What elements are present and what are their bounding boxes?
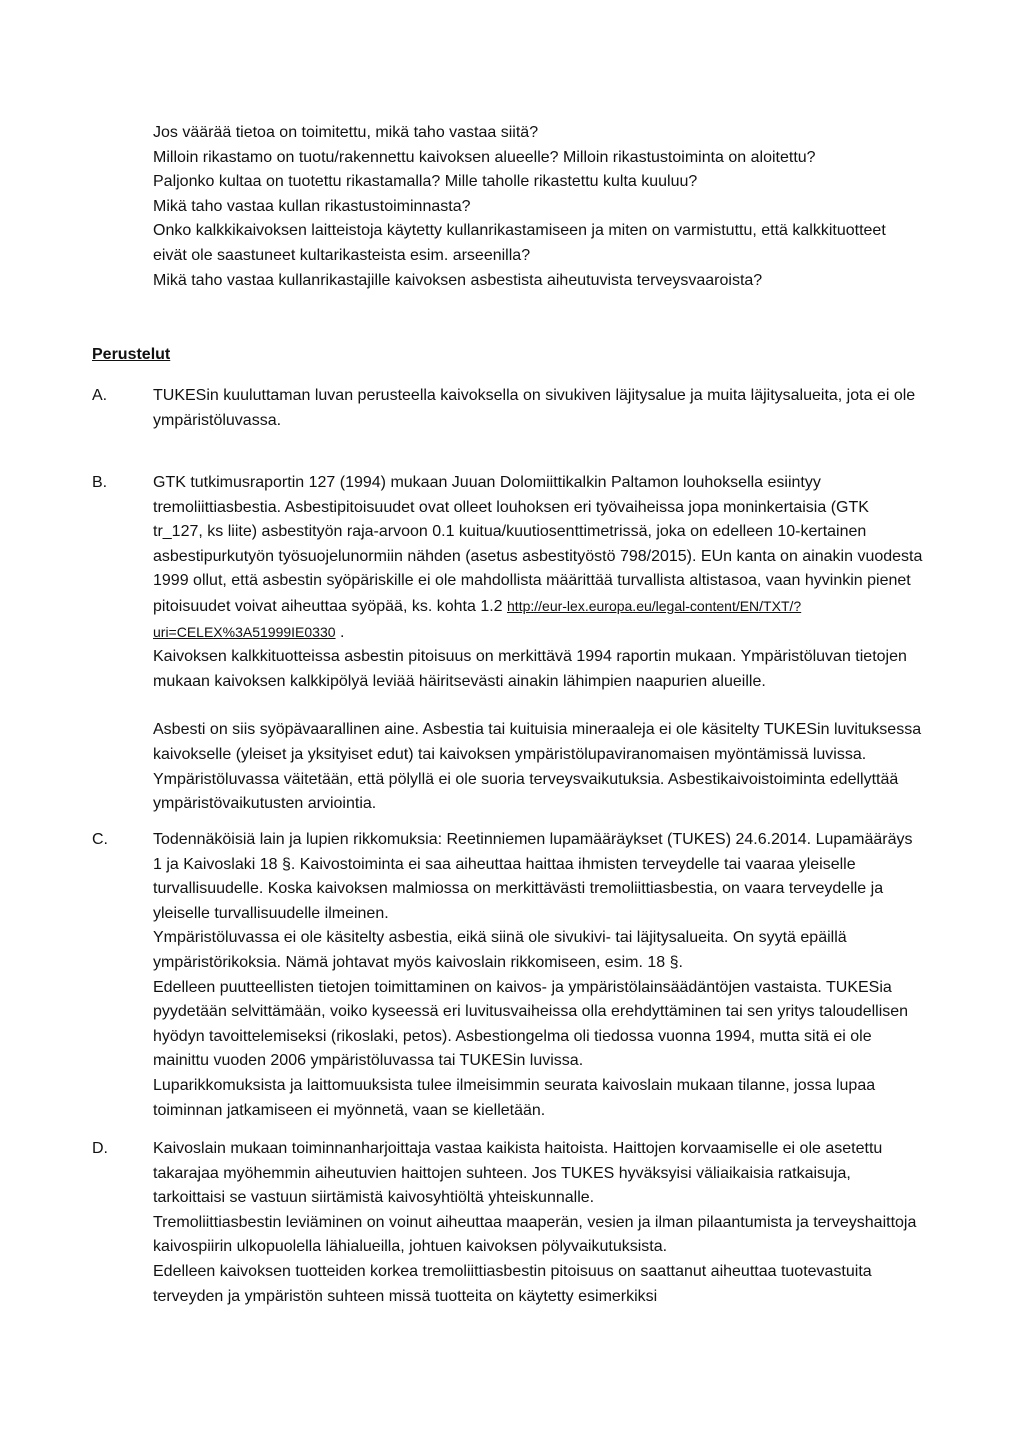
intro-questions: [153, 121, 923, 293]
paragraph: Kaivoksen kalkkituotteissa asbestin pitoisuus on merkittävä 1994 raportin mukaan. Ympäristöluvan tietojen mukaan kaivoksen kalkkipölyä leviää häiritsevästi ainakin lähimpien naapurien alueille.: [153, 648, 907, 690]
section-body: [153, 471, 923, 817]
paragraph-text: GTK tutkimusraportin 127 (1994) mukaan Juuan Dolomiittikalkin Paltamon louhoksella esiintyy tremoliittiasbestia. Asbestipitoisuudet ovat olleet louhoksen eri työvaiheissa jopa moninkertaisia (GTK tr_127, ks liite) asbestityön raja-arvoon 0.1 kuitua/kuutiosenttimetrissä, joka on edelleen 10-kertainen asbestipurkutyön työsuojelunormiin nähden (asetus asbestityöstö 798/2015). EUn kanta on ainakin vuodesta 1999 ollut, että asbestin syöpäriskille ei ole mahdollista määrittää turvallista altistasoa, vaan hyvinkin pienet pitoisuudet voivat aiheuttaa syöpää, ks. kohta 1.2: [153, 474, 923, 615]
question-line: Onko kalkkikaivoksen laitteistoja käytetty kullanrikastamiseen ja miten on varmistuttu, että kalkkituotteet eivät ole saastuneet kultarikasteista esim. arseenilla?: [153, 222, 886, 264]
section-heading: Perustelut: [92, 346, 171, 363]
paragraph: Luparikkomuksista ja laittomuuksista tulee ilmeisimmin seurata kaivoslain mukaan tilanne, jossa lupaa toiminnan jatkamiseen ei myönnetä, vaan se kielletään.: [153, 1076, 876, 1119]
paragraph: Edelleen kaivoksen tuotteiden korkea tremoliittiasbestin pitoisuus on saattanut aiheuttaa tuotevastuita terveyden ja ympäristön suhteen missä tuotteita on käytetty esimerkiksi: [153, 1262, 872, 1305]
section-letter: B.: [92, 474, 108, 491]
paragraph: Todennäköisiä lain ja lupien rikkomuksia: Reetinniemen lupamääräykset (TUKES) 24.6.2014. Lupamääräys 1 ja Kaivoslaki 18 §. Kaivostoiminta ei saa aiheuttaa haittaa ihmisten terveydelle tai vaaraa yleiselle turvallisuudelle. Koska kaivoksen malmiossa on merkittävästi tremoliittiasbestia, on vaara terveydelle ja yleiselle turvallisuudelle ilmeinen.: [153, 831, 913, 922]
section-letter: A.: [92, 387, 108, 404]
section-body: [153, 384, 923, 433]
section-letter: D.: [92, 1140, 108, 1157]
paragraph: Kaivoslain mukaan toiminnanharjoittaja vastaa kaikista haitoista. Haittojen korvaamiselle ei ole asetettu takarajaa myöhemmin aiheutuvien haittojen suhteen. Jos TUKES hyväksyisi väliaikaisia ratkaisuja, tarkoittaisi se vastuun siirtämistä kaivosyhtiöltä yhteiskunnalle.: [153, 1140, 883, 1207]
paragraph: TUKESin kuuluttaman luvan perusteella kaivoksella on sivukiven läjitysalue ja muita läjitysalueita, jota ei ole ympäristöluvassa.: [153, 387, 916, 429]
section-body: [153, 1137, 923, 1309]
paragraph: Ympäristöluvassa ei ole käsitelty asbestia, eikä siinä ole sivukivi- tai läjitysalueita. On syytä epäillä ympäristörikoksia. Nämä johtavat myös kaivoslain rikkomiseen, esim. 18 §.: [153, 929, 847, 971]
question-line: Milloin rikastamo on tuotu/rakennettu kaivoksen alueelle? Milloin rikastustoiminta on aloitettu?: [153, 148, 816, 166]
question-line: Mikä taho vastaa kullanrikastajille kaivoksen asbestista aiheutuvista terveysvaaroista?: [153, 271, 763, 289]
link-suffix: .: [335, 623, 345, 641]
eur-lex-link[interactable]: http://eur-lex.europa.eu/legal-content/EN/TXT/?uri=CELEX%3A51999IE0330: [153, 597, 802, 640]
question-line: Jos väärää tietoa on toimitettu, mikä taho vastaa siitä?: [153, 124, 539, 141]
section-body: [153, 828, 923, 1123]
question-line: Paljonko kultaa on tuotettu rikastamalla? Mille taholle rikastettu kulta kuuluu?: [153, 173, 698, 191]
paragraph: Edelleen puutteellisten tietojen toimittaminen on kaivos- ja ympäristölainsäädäntöjen vastaista. TUKESia pyydetään selvittämään, voiko kyseessä eri luvitusvaiheissa olla erehdyttäminen tai sen yritys taloudellisen hyödyn tavoittelemiseksi (rikoslaki, petos). Asbestiongelma oli tiedossa vuonna 1994, mutta sitä ei ole mainittu vuoden 2006 ympäristöluvassa tai TUKESin luvissa.: [153, 978, 909, 1070]
question-line: Mikä taho vastaa kullan rikastustoiminnasta?: [153, 197, 471, 215]
paragraph: Tremoliittiasbestin leviäminen on voinut aiheuttaa maaperän, vesien ja ilman pilaantumista ja terveyshaittoja kaivospiirin ulkopuolella lähialueilla, johtuen kaivoksen pölyvaikutuksista.: [153, 1213, 917, 1256]
section-letter: C.: [92, 831, 108, 848]
paragraph: [153, 471, 923, 645]
paragraph: Asbesti on siis syöpävaarallinen aine. Asbestia tai kuituisia mineraaleja ei ole käsitelty TUKESin luvituksessa kaivokselle (yleiset ja yksityiset edut) tai kaivoksen ympäristölupaviranomaisen myöntämissä luvissa. Ympäristöluvassa väitetään, että pölyllä ei ole suoria terveysvaikutuksia. Asbestikaivoistoiminta edellyttää ympäristövaikutusten arviointia.: [153, 721, 922, 813]
